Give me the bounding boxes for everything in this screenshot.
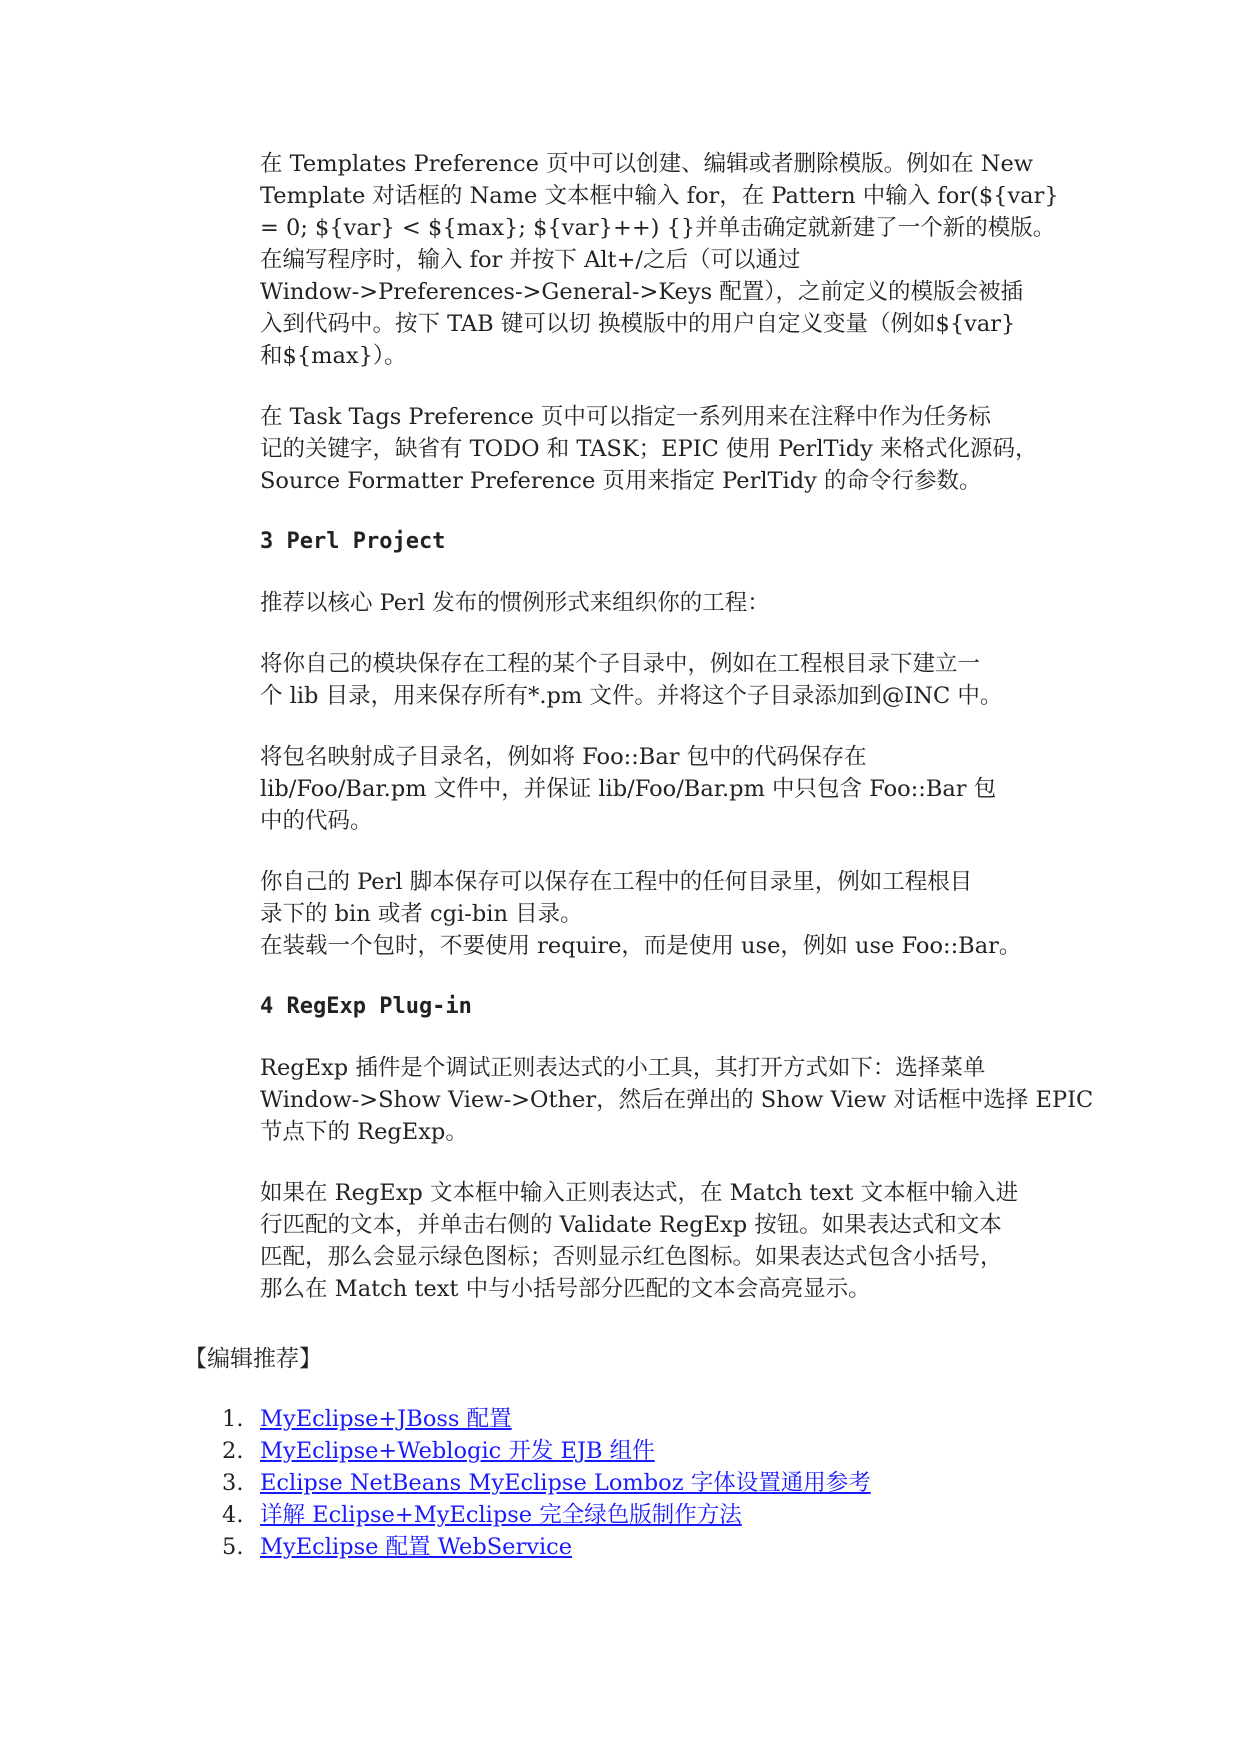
text-line: 入到代码中。按下 TAB 键可以切 换模版中的用户自定义变量（例如${var} xyxy=(260,311,1016,337)
paragraph-package-mapping xyxy=(260,741,1050,837)
section-heading-perl-project: 3 Perl Project xyxy=(260,529,446,554)
text-line: 在 Task Tags Preference 页中可以指定一系列用来在注释中作为任务标 xyxy=(260,404,991,430)
text-line: 你自己的 Perl 脚本保存可以保存在工程中的任何目录里，例如工程根目 xyxy=(260,869,973,895)
recommendation-link-font-settings[interactable]: Eclipse NetBeans MyEclipse Lomboz 字体设置通用参考 xyxy=(260,1470,871,1496)
recommendation-link-myeclipse-jboss[interactable]: MyEclipse+JBoss 配置 xyxy=(260,1406,512,1432)
text-line: Window->Preferences->General->Keys 配置），之前定义的模版会被插 xyxy=(260,279,1024,305)
list-number: 4. xyxy=(222,1502,244,1528)
recommendations-title: 【编辑推荐】 xyxy=(184,1346,322,1372)
list-number: 1. xyxy=(222,1406,244,1432)
list-item xyxy=(222,1467,871,1499)
recommendation-link-myeclipse-weblogic[interactable]: MyEclipse+Weblogic 开发 EJB 组件 xyxy=(260,1438,655,1464)
text-line: RegExp 插件是个调试正则表达式的小工具，其打开方式如下：选择菜单 xyxy=(260,1055,986,1081)
article-body xyxy=(260,148,1094,1305)
paragraph-recommend xyxy=(260,587,1050,619)
section-heading-regexp: 4 RegExp Plug-in xyxy=(260,994,472,1019)
text-line: 和${max}）。 xyxy=(260,343,407,369)
text-line: 行匹配的文本，并单击右侧的 Validate RegExp 按钮。如果表达式和文本 xyxy=(260,1212,1002,1238)
paragraph-regexp-plugin xyxy=(260,1052,1094,1148)
text-line: 将你自己的模块保存在工程的某个子目录中，例如在工程根目录下建立一 xyxy=(260,651,981,677)
text-line: = 0; ${var} < ${max}; ${var}++) {}并单击确定就新建了一个新的模版。 xyxy=(260,215,1056,241)
text-line: 个 lib 目录，用来保存所有*.pm 文件。并将这个子目录添加到@INC 中。 xyxy=(260,683,1003,709)
paragraph-regexp-usage xyxy=(260,1177,1050,1305)
text-line: 将包名映射成子目录名，例如将 Foo::Bar 包中的代码保存在 xyxy=(260,744,867,770)
text-line: Template 对话框的 Name 文本框中输入 for，在 Pattern 中输入 for(${var} xyxy=(260,183,1059,209)
text-line: 录下的 bin 或者 cgi-bin 目录。 xyxy=(260,901,583,927)
text-line: 中的代码。 xyxy=(260,808,373,834)
text-line: 记的关键字，缺省有 TODO 和 TASK；EPIC 使用 PerlTidy 来格式化源码， xyxy=(260,436,1038,462)
list-item xyxy=(222,1531,871,1563)
text-line: lib/Foo/Bar.pm 文件中，并保证 lib/Foo/Bar.pm 中只包含 Foo::Bar 包 xyxy=(260,776,997,802)
text-line: 在编写程序时，输入 for 并按下 Alt+/之后（可以通过 xyxy=(260,247,801,273)
list-number: 5. xyxy=(222,1534,244,1560)
paragraph-task-tags xyxy=(260,401,1050,497)
text-line: 如果在 RegExp 文本框中输入正则表达式，在 Match text 文本框中输入进 xyxy=(260,1180,1019,1206)
list-item xyxy=(222,1499,871,1531)
paragraph-templates xyxy=(260,148,1059,372)
text-line: 节点下的 RegExp。 xyxy=(260,1119,468,1145)
list-item xyxy=(222,1435,871,1467)
paragraph-modules xyxy=(260,648,1050,712)
recommendations-list xyxy=(222,1403,871,1563)
recommendation-link-webservice[interactable]: MyEclipse 配置 WebService xyxy=(260,1534,573,1560)
text-line: 在 Templates Preference 页中可以创建、编辑或者删除模版。例如在 New xyxy=(260,151,1034,177)
paragraph-scripts xyxy=(260,866,1050,962)
list-number: 2. xyxy=(222,1438,244,1464)
text-line: Window->Show View->Other，然后在弹出的 Show View 对话框中选择 EPIC xyxy=(260,1087,1094,1113)
text-line: Source Formatter Preference 页用来指定 PerlTidy 的命令行参数。 xyxy=(260,468,982,494)
text-line: 在装载一个包时，不要使用 require，而是使用 use，例如 use Foo::Bar。 xyxy=(260,933,1022,959)
list-number: 3. xyxy=(222,1470,244,1496)
text-line: 匹配，那么会显示绿色图标；否则显示红色图标。如果表达式包含小括号， xyxy=(260,1244,1003,1270)
text-line: 推荐以核心 Perl 发布的惯例形式来组织你的工程： xyxy=(260,590,770,616)
list-item xyxy=(222,1403,871,1435)
recommendation-link-green-version[interactable]: 详解 Eclipse+MyEclipse 完全绿色版制作方法 xyxy=(260,1502,742,1528)
text-line: 那么在 Match text 中与小括号部分匹配的文本会高亮显示。 xyxy=(260,1276,871,1302)
